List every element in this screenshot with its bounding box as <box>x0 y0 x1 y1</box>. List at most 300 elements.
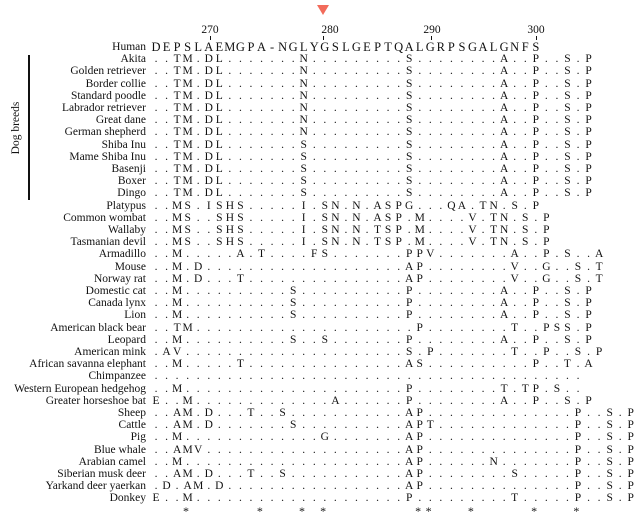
residue-cell: . <box>154 285 158 297</box>
residue-cell: . <box>365 102 369 114</box>
residue-cell: . <box>386 370 390 383</box>
residue-cell: . <box>186 260 190 273</box>
residue-cell: . <box>460 394 464 407</box>
residue-cell: . <box>502 370 506 383</box>
residue-cell: . <box>576 321 580 334</box>
residue-cell: . <box>175 492 179 505</box>
residue-cell: S <box>300 138 307 151</box>
residue-cell: . <box>439 224 443 236</box>
residue-cell: V <box>468 224 477 236</box>
residue-cell: . <box>207 211 211 224</box>
residue-cell: . <box>281 114 285 127</box>
residue-cell: P <box>532 333 539 346</box>
residue-cell: . <box>439 455 443 468</box>
residue-cell: . <box>270 394 274 407</box>
residue-cell: . <box>481 443 485 456</box>
residue-cell: P <box>427 346 434 358</box>
residue-cell: . <box>355 321 358 334</box>
residue-cell: . <box>566 480 569 493</box>
residue-cell: P <box>627 431 634 444</box>
residue-cell: . <box>238 480 242 493</box>
residue-cell: T <box>563 358 571 371</box>
residue-cell: . <box>260 175 263 188</box>
residue-cell: . <box>534 492 538 505</box>
residue-cell: . <box>492 358 496 371</box>
residue-cell: P <box>543 248 550 261</box>
residue-cell: . <box>460 297 464 310</box>
residue-cell: S <box>606 492 613 505</box>
residue-cell: N <box>352 211 361 224</box>
residue-cell: . <box>207 358 211 371</box>
residue-cell: . <box>217 260 221 273</box>
residue-cell: . <box>386 248 390 261</box>
residue-cell: S <box>279 468 286 480</box>
residue-cell: . <box>449 358 453 371</box>
residue-cell: . <box>365 358 369 371</box>
residue-cell: . <box>344 333 348 346</box>
residue-cell: . <box>270 431 274 444</box>
residue-cell: . <box>523 126 527 139</box>
residue-cell: . <box>513 455 517 468</box>
residue-cell: . <box>302 455 306 468</box>
residue-cell: . <box>154 53 158 66</box>
species-name: Dingo <box>117 187 146 200</box>
residue-cell: . <box>534 407 538 419</box>
residue-cell: . <box>281 89 285 102</box>
residue-cell: . <box>566 492 569 505</box>
residue-cell: . <box>291 138 295 151</box>
residue-cell: . <box>270 53 274 66</box>
residue-cell: . <box>196 77 200 90</box>
residue-cell: . <box>418 102 422 114</box>
residue-cell: . <box>397 480 401 493</box>
residue-cell: M <box>414 224 425 236</box>
residue-cell: . <box>555 297 559 310</box>
residue-cell: . <box>186 358 190 371</box>
residue-cell: . <box>260 126 263 139</box>
residue-cell: . <box>249 382 253 395</box>
residue-cell: . <box>281 150 285 163</box>
species-name: Tasmanian devil <box>70 236 146 249</box>
residue-cell: . <box>238 65 242 78</box>
residue-cell: . <box>270 150 274 163</box>
residue-cell: . <box>597 480 601 493</box>
residue-cell: . <box>365 199 369 212</box>
residue-cell: . <box>513 407 517 419</box>
species-name: Armadillo <box>98 248 146 261</box>
residue-cell: . <box>449 455 453 468</box>
residue-cell: M <box>171 248 183 261</box>
residue-cell: S <box>405 126 413 139</box>
species-name: Platypus <box>106 199 146 212</box>
residue-cell: . <box>523 187 527 200</box>
residue-cell: . <box>323 480 327 493</box>
species-name: Golden retriever <box>70 65 146 78</box>
residue-cell: T <box>173 77 181 90</box>
residue-cell: . <box>492 163 496 175</box>
residue-cell: N <box>499 224 509 236</box>
residue-cell: . <box>291 260 295 273</box>
residue-cell: G <box>425 40 435 54</box>
residue-cell: . <box>555 102 559 114</box>
residue-cell: . <box>566 382 569 395</box>
residue-cell: . <box>418 138 422 151</box>
residue-cell: P <box>416 480 423 493</box>
residue-cell: . <box>238 431 242 444</box>
residue-cell: . <box>376 443 379 456</box>
residue-cell: . <box>397 431 401 444</box>
residue-cell: . <box>238 297 242 310</box>
residue-cell: . <box>165 431 168 444</box>
residue-cell: . <box>291 407 295 419</box>
residue-cell: . <box>566 431 569 444</box>
residue-cell: D <box>204 102 213 114</box>
residue-cell: . <box>365 321 369 334</box>
residue-cell: . <box>418 309 422 322</box>
residue-cell: . <box>523 272 527 285</box>
residue-cell: M <box>182 89 193 102</box>
residue-cell: . <box>355 260 358 273</box>
residue-cell: S <box>522 211 529 224</box>
residue-cell: P <box>585 126 592 139</box>
residue-cell: . <box>228 260 232 273</box>
species-name: American black bear <box>50 321 146 334</box>
residue-cell: . <box>344 419 348 432</box>
residue-cell: . <box>302 431 306 444</box>
residue-cell: S <box>405 187 413 200</box>
residue-cell: N <box>299 65 308 78</box>
residue-cell: S <box>606 455 613 468</box>
residue-cell: . <box>217 297 221 310</box>
residue-cell: M <box>171 272 183 285</box>
residue-cell: . <box>270 211 274 224</box>
residue-cell: . <box>207 346 211 358</box>
residue-cell: . <box>196 382 200 395</box>
residue-cell: S <box>564 333 571 346</box>
residue-cell: P <box>532 77 539 90</box>
residue-cell: G <box>288 40 298 54</box>
residue-cell: . <box>228 480 232 493</box>
residue-cell: G <box>320 40 330 54</box>
residue-cell: . <box>323 419 327 432</box>
species-name: Mouse <box>114 260 146 273</box>
residue-cell: S <box>574 346 582 358</box>
residue-cell: . <box>344 77 348 90</box>
residue-cell: T <box>595 272 603 285</box>
residue-cell: . <box>238 187 242 200</box>
residue-cell: . <box>376 309 379 322</box>
residue-cell: . <box>312 468 316 480</box>
residue-cell: F <box>521 40 529 54</box>
residue-cell: N <box>510 40 520 54</box>
residue-cell: A <box>373 211 382 224</box>
residue-cell: A <box>204 40 214 54</box>
residue-cell: . <box>449 236 453 249</box>
residue-cell: . <box>355 370 358 383</box>
residue-cell: . <box>439 236 443 249</box>
residue-cell: . <box>249 358 253 371</box>
residue-cell: . <box>481 102 485 114</box>
residue-cell: P <box>395 211 402 224</box>
residue-cell: . <box>249 333 253 346</box>
residue-cell: . <box>217 321 221 334</box>
residue-cell: . <box>439 260 443 273</box>
residue-cell: G <box>351 40 361 54</box>
residue-cell: D <box>204 77 213 90</box>
residue-cell: S <box>321 224 328 236</box>
residue-cell: L <box>215 53 223 66</box>
residue-cell: S <box>384 236 392 249</box>
residue-cell: . <box>260 150 263 163</box>
residue-cell: . <box>555 407 559 419</box>
residue-cell: . <box>344 224 348 236</box>
residue-cell: P <box>405 297 413 310</box>
species-name: Mame Shiba Inu <box>69 150 146 163</box>
residue-cell: P <box>395 199 402 212</box>
residue-cell: T <box>173 114 181 127</box>
residue-cell: V <box>194 443 203 456</box>
residue-cell: . <box>471 358 474 371</box>
residue-cell: . <box>249 297 253 310</box>
residue-cell: . <box>397 102 401 114</box>
residue-cell: . <box>186 370 190 383</box>
residue-cell: . <box>544 492 548 505</box>
residue-cell: . <box>555 126 559 139</box>
residue-cell: . <box>376 370 379 383</box>
residue-cell: . <box>555 370 559 383</box>
residue-cell: . <box>397 53 401 66</box>
residue-cell: . <box>428 102 432 114</box>
residue-cell: . <box>281 492 285 505</box>
residue-cell: . <box>428 358 432 371</box>
residue-cell: . <box>544 333 548 346</box>
residue-cell: . <box>523 285 527 297</box>
residue-cell: . <box>260 382 263 395</box>
residue-cell: . <box>207 394 211 407</box>
residue-cell: . <box>481 126 485 139</box>
residue-cell: . <box>249 65 253 78</box>
residue-cell: . <box>217 468 221 480</box>
residue-cell: . <box>238 150 242 163</box>
residue-cell: . <box>397 346 401 358</box>
residue-cell: . <box>249 431 253 444</box>
residue-cell: . <box>207 248 211 261</box>
residue-cell: E <box>152 492 160 505</box>
residue-cell: . <box>439 211 443 224</box>
residue-cell: . <box>365 309 369 322</box>
residue-cell: P <box>416 248 423 261</box>
residue-cell: . <box>228 309 232 322</box>
residue-cell: . <box>186 285 190 297</box>
residue-cell: . <box>228 53 232 66</box>
residue-cell: . <box>217 382 221 395</box>
residue-cell: . <box>302 321 306 334</box>
residue-cell: . <box>471 260 474 273</box>
residue-cell: . <box>439 394 443 407</box>
residue-cell: . <box>397 321 401 334</box>
residue-cell: . <box>312 321 316 334</box>
residue-cell: . <box>566 455 569 468</box>
residue-cell: . <box>228 370 232 383</box>
residue-cell: . <box>281 53 285 66</box>
residue-cell: . <box>555 394 559 407</box>
species-name: Labrador retriever <box>62 102 146 114</box>
residue-cell: . <box>291 236 295 249</box>
residue-cell: . <box>471 492 474 505</box>
residue-cell: . <box>576 77 580 90</box>
residue-cell: . <box>544 297 548 310</box>
residue-cell: . <box>281 126 285 139</box>
residue-cell: T <box>500 382 508 395</box>
residue-cell: . <box>523 114 527 127</box>
residue-cell: T <box>236 272 244 285</box>
residue-cell: . <box>587 480 590 493</box>
residue-cell: . <box>502 321 506 334</box>
residue-cell: S <box>532 40 540 54</box>
residue-cell: . <box>376 102 379 114</box>
residue-cell: . <box>523 89 527 102</box>
residue-cell: S <box>321 248 328 261</box>
residue-cell: D <box>204 89 213 102</box>
residue-cell: . <box>418 285 422 297</box>
position-label-290: 290 <box>423 24 441 36</box>
residue-cell: . <box>270 382 274 395</box>
species-name: German shepherd <box>64 126 146 139</box>
residue-cell: . <box>397 187 401 200</box>
residue-cell: L <box>215 89 223 102</box>
residue-cell: . <box>238 394 242 407</box>
residue-cell: . <box>333 419 337 432</box>
residue-cell: . <box>544 187 548 200</box>
residue-cell: I <box>301 211 306 224</box>
residue-cell: . <box>270 248 274 261</box>
residue-cell: . <box>196 236 200 249</box>
residue-cell: A <box>405 407 414 419</box>
residue-cell: T <box>511 321 519 334</box>
residue-cell: . <box>544 370 548 383</box>
residue-cell: . <box>523 480 527 493</box>
residue-cell: . <box>439 150 443 163</box>
residue-cell: S <box>405 346 413 358</box>
residue-cell: . <box>502 199 506 212</box>
residue-cell: . <box>186 272 190 285</box>
residue-cell: . <box>428 260 432 273</box>
residue-cell: . <box>428 382 432 395</box>
residue-cell: . <box>513 285 517 297</box>
residue-cell: . <box>154 114 158 127</box>
residue-cell: S <box>606 419 613 432</box>
residue-cell: . <box>481 358 485 371</box>
residue-cell: . <box>312 138 316 151</box>
species-name: Arabian camel <box>78 455 146 468</box>
residue-cell: . <box>228 150 232 163</box>
residue-cell: . <box>523 419 527 432</box>
residue-cell: S <box>553 321 561 334</box>
residue-cell: . <box>386 77 390 90</box>
residue-cell: P <box>543 236 550 249</box>
residue-cell: . <box>270 492 274 505</box>
residue-cell: . <box>249 455 253 468</box>
residue-cell: . <box>302 309 306 322</box>
residue-cell: . <box>291 77 295 90</box>
residue-cell: . <box>513 394 517 407</box>
residue-cell: . <box>449 492 453 505</box>
residue-cell: L <box>415 40 424 54</box>
residue-cell: . <box>534 248 538 261</box>
residue-cell: . <box>534 370 538 383</box>
residue-cell: . <box>439 297 443 310</box>
residue-cell: P <box>405 394 413 407</box>
residue-cell: T <box>479 199 487 212</box>
residue-cell: . <box>165 138 168 151</box>
residue-cell: . <box>449 443 453 456</box>
residue-cell: . <box>302 394 306 407</box>
residue-cell: . <box>228 65 232 78</box>
residue-cell: . <box>481 419 485 432</box>
residue-cell: . <box>460 431 464 444</box>
residue-cell: . <box>207 236 211 249</box>
residue-cell: . <box>365 175 369 188</box>
residue-cell: . <box>386 407 390 419</box>
residue-cell: . <box>355 175 358 188</box>
residue-cell: T <box>173 150 181 163</box>
residue-cell: M <box>182 419 193 432</box>
residue-cell: . <box>365 333 369 346</box>
residue-cell: M <box>182 407 193 419</box>
residue-cell: . <box>207 309 211 322</box>
residue-cell: P <box>532 65 539 78</box>
residue-cell: P <box>532 163 539 175</box>
residue-cell: . <box>365 138 369 151</box>
residue-cell: . <box>355 419 358 432</box>
residue-cell: . <box>333 333 337 346</box>
residue-cell: . <box>355 333 358 346</box>
residue-cell: S <box>384 199 392 212</box>
residue-cell: . <box>217 394 221 407</box>
residue-cell: . <box>154 431 158 444</box>
residue-cell: . <box>386 138 390 151</box>
residue-cell: . <box>196 394 200 407</box>
residue-cell: . <box>344 272 348 285</box>
residue-cell: P <box>532 102 539 114</box>
residue-cell: A <box>172 468 182 480</box>
residue-cell: S <box>405 175 413 188</box>
residue-cell: . <box>534 272 538 285</box>
residue-cell: . <box>386 468 390 480</box>
residue-cell: . <box>449 272 453 285</box>
residue-cell: L <box>215 163 223 175</box>
residue-cell: . <box>238 419 242 432</box>
position-marker-icon <box>317 5 329 15</box>
residue-cell: D <box>204 187 213 200</box>
residue-cell: . <box>355 346 358 358</box>
residue-cell: . <box>365 370 369 383</box>
residue-cell: A <box>162 346 171 358</box>
residue-cell: . <box>355 431 358 444</box>
residue-cell: . <box>523 163 527 175</box>
residue-cell: . <box>492 150 496 163</box>
residue-cell: . <box>397 394 401 407</box>
residue-cell: . <box>323 297 327 310</box>
residue-cell: . <box>481 77 485 90</box>
residue-cell: . <box>397 492 401 505</box>
residue-cell: T <box>247 407 255 419</box>
residue-cell: . <box>323 187 327 200</box>
residue-cell: S <box>564 285 571 297</box>
residue-cell: . <box>513 163 517 175</box>
residue-cell: . <box>217 419 221 432</box>
species-name: Domestic cat <box>85 285 146 297</box>
